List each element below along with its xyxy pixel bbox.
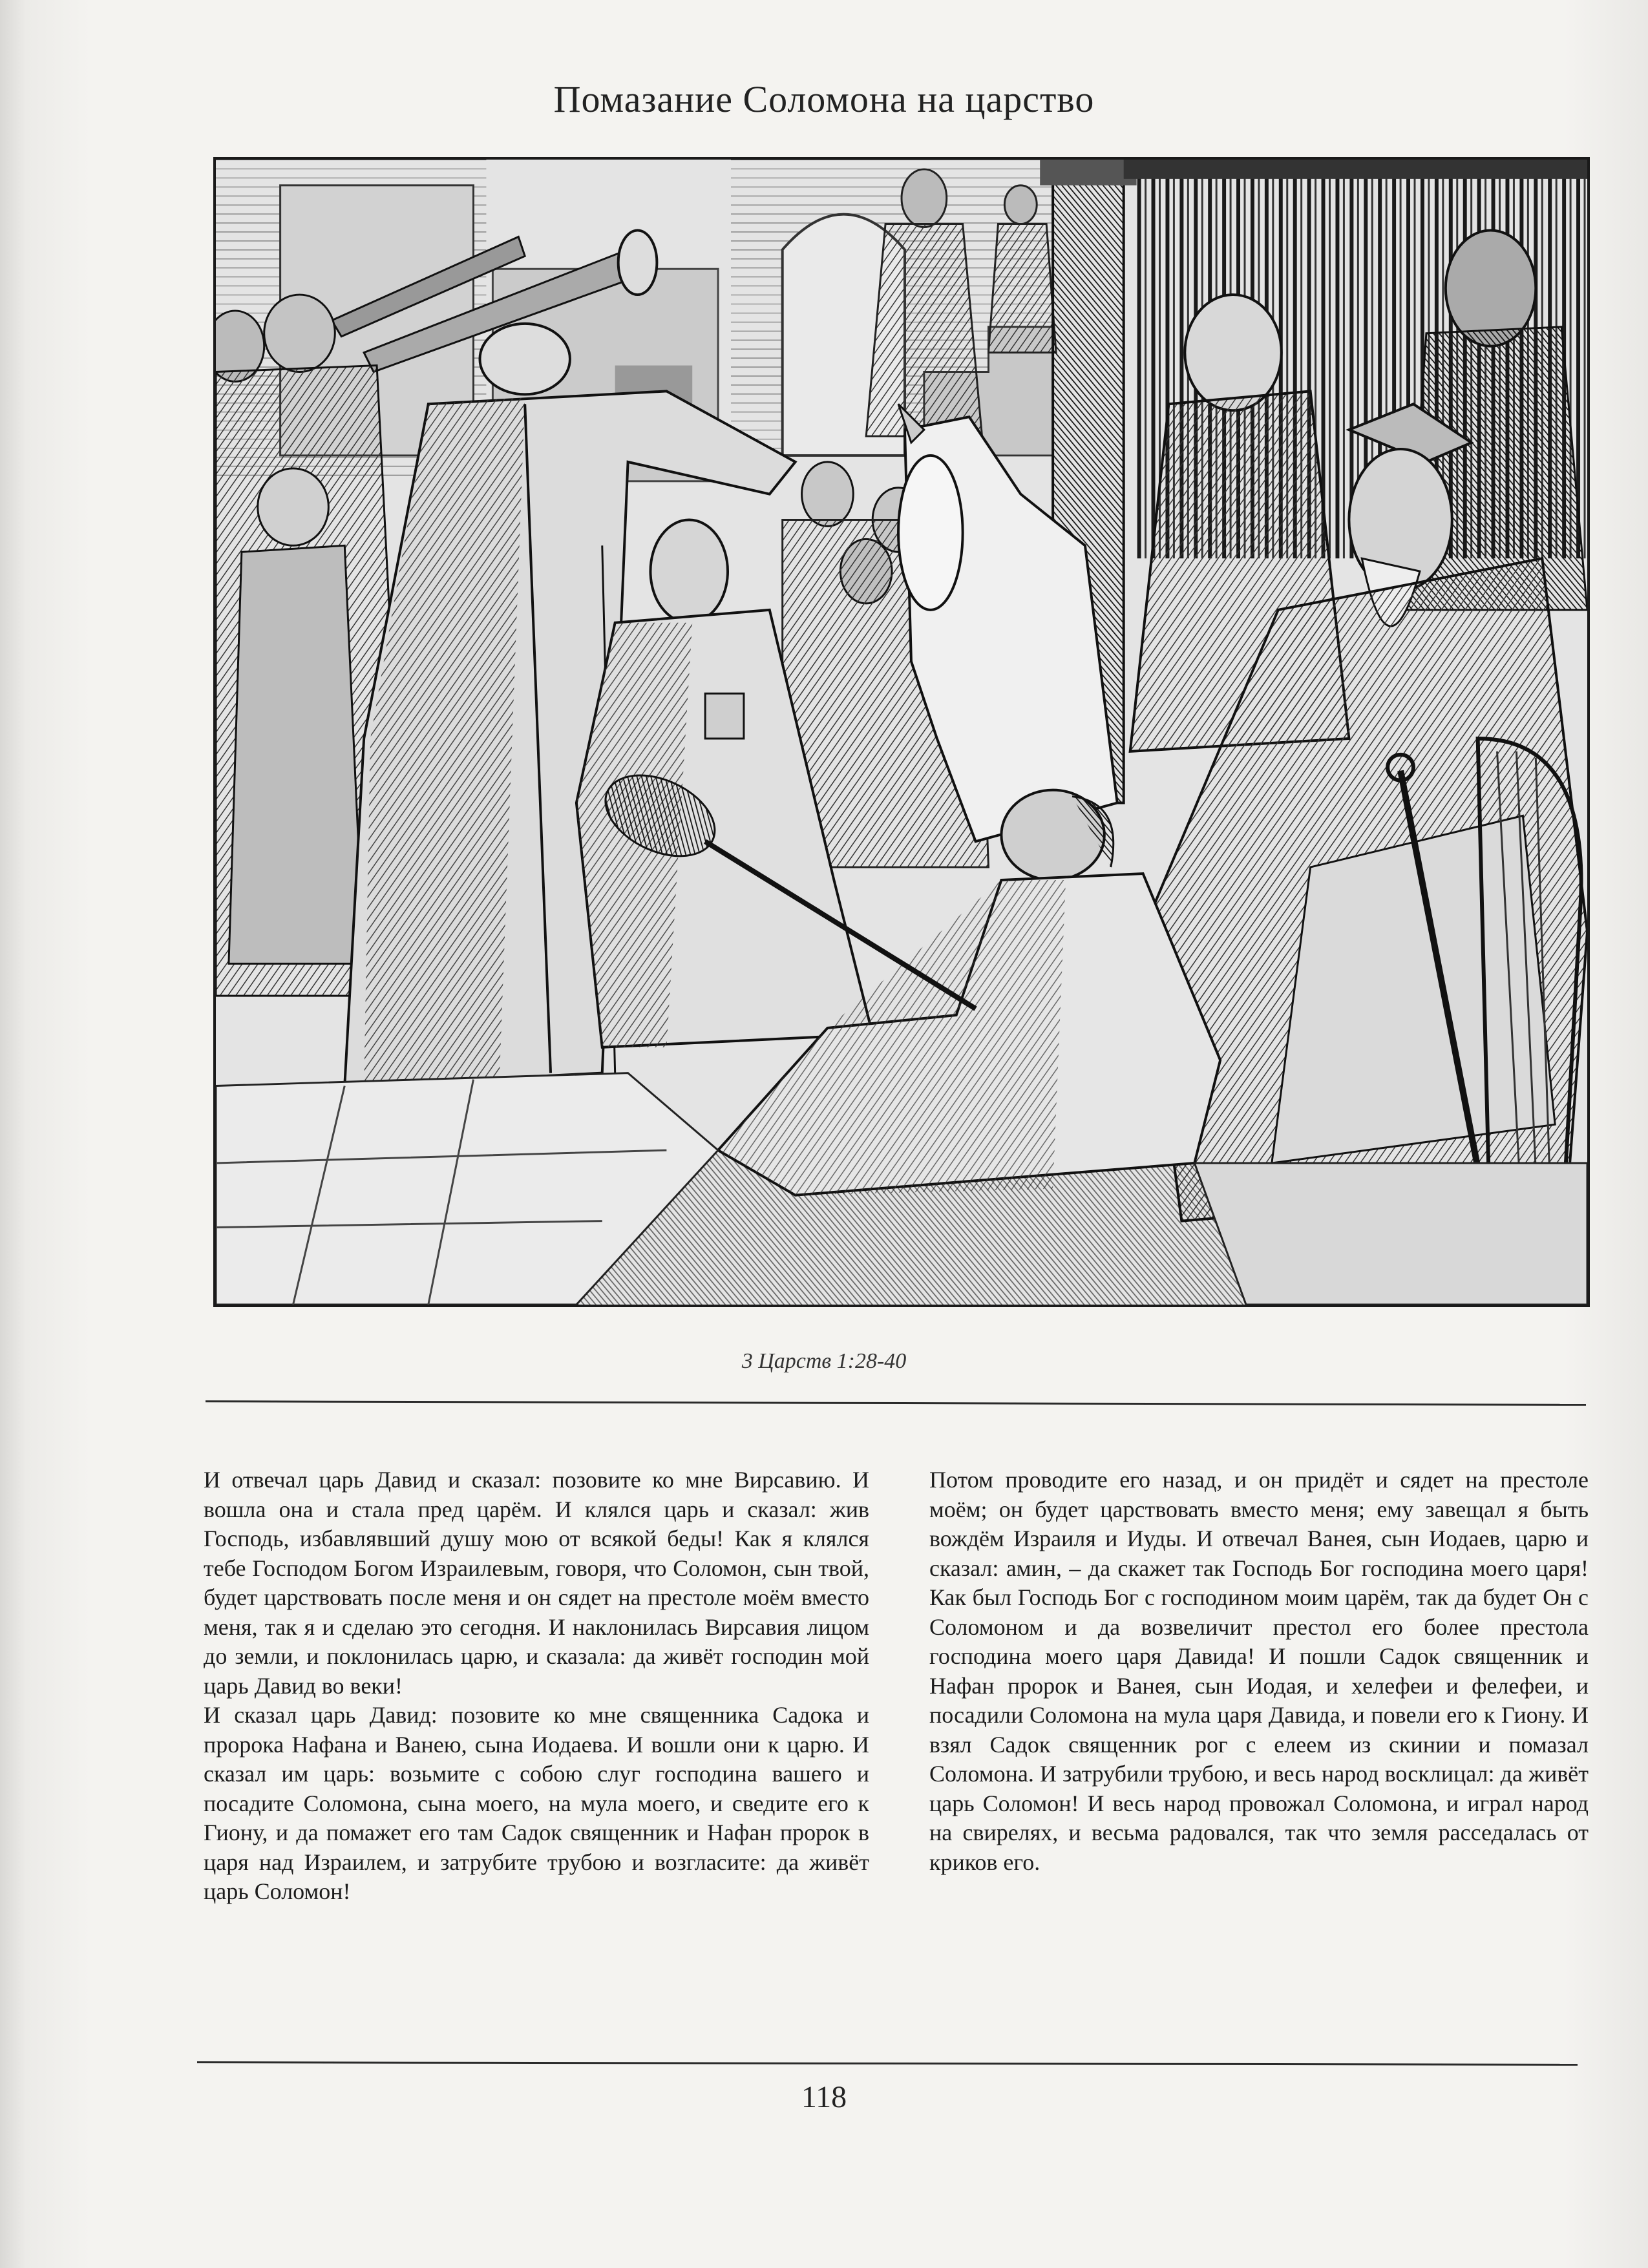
page-number: 118 — [801, 2080, 847, 2114]
page-title: Помазание Соломона на царство — [553, 78, 1095, 120]
paragraph: И отвечал царь Давид и сказал: позовите ко мне Вирсавию. И вошла она и стала пред царём. И клялся царь и сказал: жив Господь, избавлявший душу мою от всякой беды! Как я клялся тебе Господом Богом Израилевым, говоря, что Соломон, сын твой, будет царствовать после меня и он сядет на престоле моём вместо меня, так я и сделаю это сегодня. И наклонилась Вирсавия лицом до земли, и поклонилась царю, и сказала: да живёт господин мой царь Давид во веки! — [204, 1467, 869, 1699]
divider-top — [206, 1400, 1586, 1406]
text-column-left — [204, 1465, 869, 1907]
paragraph: Потом проводите его назад, и он придёт и сядет на престоле моём; он будет царствовать вместо меня; ему завещал я быть вождём Израиля и Иуды. И отвечал Ванея, сын Иодаев, царю и сказал: амин, – да скажет так Господь Бог господина моего царя! Как был Господь Бог с господином моим царём, так да будет Он с Соломоном и да возвеличит престол его более престола господина моего царя Давида! И пошли Садок священник и Нафан пророк и Ванея, сын Иодая, и хелефеи и фелефеи, и посадили Соломона на мула царя Давида, и повели его к Гиону. И взял Садок священник рог с елеем из скинии и помазал Соломона. И затрубили трубою, и весь народ восклицал: да живёт царь Соломон! И весь народ провожал Соломона, и играл народ на свирелях, и весьма радовался, так что земля расседалась от криков его. — [929, 1467, 1589, 1875]
engraving-drawing — [216, 160, 1587, 1305]
text-column-right — [929, 1465, 1589, 1877]
scripture-reference: 3 Царств 1:28-40 — [741, 1349, 907, 1373]
divider-bottom — [197, 2061, 1578, 2066]
paragraph: И сказал царь Давид: позовите ко мне священника Садока и пророка Нафана и Ванею, сына Иодаева. И вошли они к царю. И сказал им царь: возьмите с собою слуг господина вашего и посадите Соломона, сына моего, на мула моего, и сведите его к Гиону, и да помажет его там Садок священник и Нафан пророк в царя над Израилем, и затрубите трубою и возгласите: да живёт царь Соломон! — [204, 1702, 869, 1904]
engraving-illustration — [213, 157, 1590, 1307]
